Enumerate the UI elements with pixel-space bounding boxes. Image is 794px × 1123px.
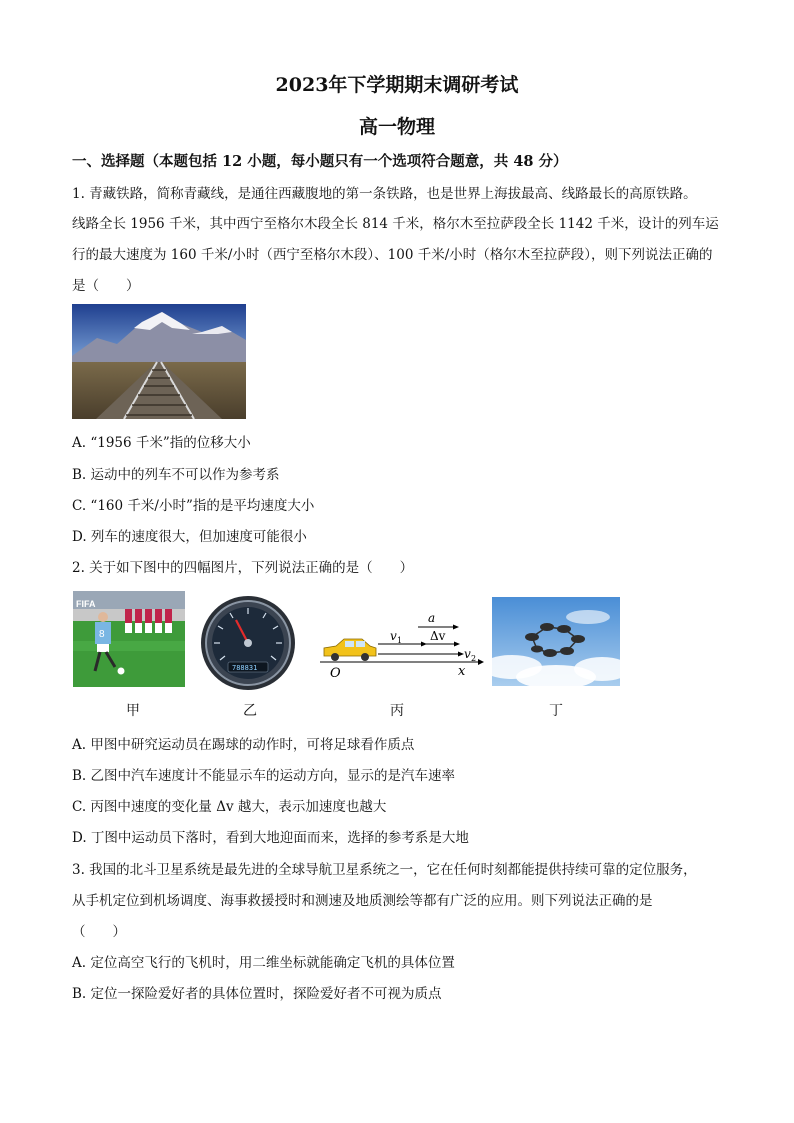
q3-option-b: B. 定位一探险爱好者的具体位置时，探险爱好者不可视为质点 — [72, 986, 442, 1002]
label-v2-sub: 2 — [471, 654, 477, 663]
q1-stem-line: 1. 青藏铁路，简称青藏线，是通往西藏腹地的第一条铁路，也是世界上海拔最高、线路最长的高原铁路。 — [72, 186, 697, 202]
section-heading: 一、选择题（本题包括 12 小题，每小题只有一个选项符合题意，共 48 分） — [72, 153, 568, 170]
q2-option-a: A. 甲图中研究运动员在踢球的动作时，可将足球看作质点 — [72, 737, 415, 753]
q1-option-a: A. “1956 千米”指的位移大小 — [72, 435, 251, 451]
q1-option-c: C. “160 千米/小时”指的是平均速度大小 — [72, 498, 315, 514]
speedometer-photo — [192, 594, 304, 692]
q3-stem-line: （ ） — [72, 924, 126, 940]
odometer-text: 788831 — [232, 664, 258, 672]
label-a: a — [428, 611, 436, 625]
q3-stem-line: 3. 我国的北斗卫星系统是最先进的全球导航卫星系统之一，它在任何时刻都能提供持续可靠的定位服务， — [72, 862, 697, 878]
soccer-photo — [73, 591, 185, 687]
q1-stem-line: 是（ ） — [72, 278, 140, 294]
q1-option-d: D. 列车的速度很大，但加速度可能很小 — [72, 529, 307, 545]
label-origin: O — [330, 666, 341, 680]
caption-yi: 乙 — [243, 703, 257, 719]
exam-title: 2023年下学期期末调研考试 — [275, 74, 519, 96]
caption-jia: 甲 — [126, 703, 140, 719]
label-x: x — [458, 664, 466, 679]
skydiver-photo — [492, 597, 620, 686]
player-number: 8 — [99, 629, 105, 640]
railway-photo — [72, 304, 246, 419]
q1-stem-line: 线路全长 1956 千米，其中西宁至格尔木段全长 814 千米，格尔木至拉萨段全长 1142 千米，设计的列车运 — [72, 216, 719, 232]
caption-ding: 丁 — [549, 703, 563, 719]
q1-stem-line: 行的最大速度为 160 千米/小时（西宁至格尔木段）、100 千米/小时（格尔木至拉萨段），则下列说法正确的 — [72, 247, 713, 263]
caption-bing: 丙 — [390, 703, 404, 719]
q2-option-d: D. 丁图中运动员下落时，看到大地迎面而来，选择的参考系是大地 — [72, 830, 469, 846]
subject-title: 高一物理 — [358, 116, 435, 138]
label-v1-sub: 1 — [397, 636, 403, 645]
q3-option-a: A. 定位高空飞行的飞机时，用二维坐标就能确定飞机的具体位置 — [72, 955, 455, 971]
motion-diagram — [318, 604, 488, 680]
q3-stem-line: 从手机定位到机场调度、海事救援授时和测速及地质测绘等都有广泛的应用。则下列说法正确的是 — [72, 893, 653, 909]
label-v1: v — [390, 629, 397, 643]
label-dv: Δv — [430, 629, 446, 643]
q2-stem: 2. 关于如下图中的四幅图片，下列说法正确的是（ ） — [72, 560, 414, 576]
label-v2: v — [464, 647, 471, 661]
q2-option-b: B. 乙图中汽车速度计不能显示车的运动方向，显示的是汽车速率 — [72, 768, 456, 784]
q1-option-b: B. 运动中的列车不可以作为参考系 — [72, 467, 280, 483]
fifa-logo-text: FIFA — [76, 599, 96, 609]
q2-option-c: C. 丙图中速度的变化量 Δv 越大，表示加速度也越大 — [72, 799, 387, 815]
